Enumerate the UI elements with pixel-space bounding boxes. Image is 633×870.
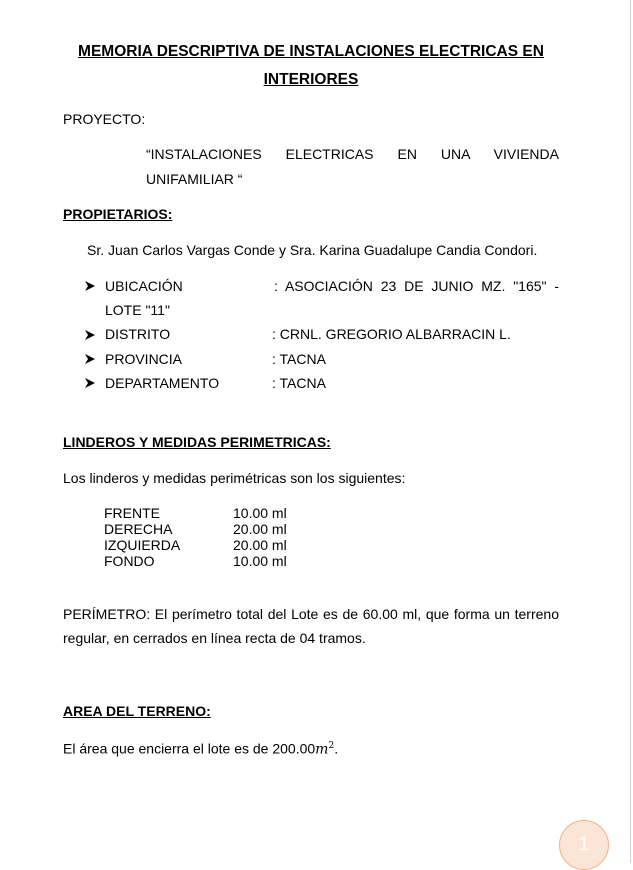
location-value-distrito: : CRNL. GREGORIO ALBARRACIN L. xyxy=(272,326,511,342)
boundary-side: DERECHA xyxy=(104,521,173,537)
boundary-measure: 10.00 ml xyxy=(233,505,287,521)
owners-heading: PROPIETARIOS: xyxy=(63,206,173,222)
location-label-departamento: DEPARTAMENTO xyxy=(105,375,220,391)
page-number-badge: 1 xyxy=(559,820,609,870)
location-value-ubicacion: : ASOCIACIÓN 23 DE JUNIO MZ. "165" - xyxy=(274,278,559,294)
boundary-measure: 10.00 ml xyxy=(233,553,287,569)
project-label: PROYECTO: xyxy=(63,111,146,127)
perimeter-line1: PERÍMETRO: El perímetro total del Lote es de 60.00 ml, que forma un terreno xyxy=(63,606,559,622)
area-text-prefix: El área que encierra el lote es de 200.00 xyxy=(63,740,316,757)
area-text-suffix: . xyxy=(334,740,339,757)
boundaries-heading: LINDEROS Y MEDIDAS PERIMETRICAS: xyxy=(63,434,331,450)
document-title-line1: MEMORIA DESCRIPTIVA DE INSTALACIONES ELECTRICAS EN xyxy=(78,43,544,60)
arrowhead-bullet-icon xyxy=(84,329,96,341)
arrowhead-bullet-icon xyxy=(84,280,96,292)
boundary-measure: 20.00 ml xyxy=(233,521,287,537)
document-title-line2: INTERIORES xyxy=(263,71,359,88)
boundaries-intro: Los linderos y medidas perimétricas son los siguientes: xyxy=(63,470,406,486)
location-label-distrito: DISTRITO xyxy=(105,326,171,342)
area-unit: m xyxy=(315,741,329,758)
area-heading: AREA DEL TERRENO: xyxy=(63,703,211,719)
boundary-side: IZQUIERDA xyxy=(104,537,181,553)
project-name-line2: UNIFAMILIAR “ xyxy=(146,171,243,187)
project-name-line1: “INSTALACIONES ELECTRICAS EN UNA VIVIENDA xyxy=(146,146,559,162)
area-exponent: 2 xyxy=(328,741,335,751)
location-label-provincia: PROVINCIA xyxy=(105,351,183,367)
perimeter-line2: regular, en cerrados en línea recta de 04 tramos. xyxy=(63,630,366,646)
location-value-provincia: : TACNA xyxy=(272,351,326,367)
location-value-ubicacion-cont: LOTE "11" xyxy=(105,302,170,318)
boundary-side: FRENTE xyxy=(104,505,160,521)
area-text xyxy=(63,737,338,759)
location-label-ubicacion: UBICACIÓN xyxy=(105,278,183,294)
boundary-side: FONDO xyxy=(104,553,155,569)
arrowhead-bullet-icon xyxy=(84,377,96,389)
location-value-departamento: : TACNA xyxy=(272,375,326,391)
arrowhead-bullet-icon xyxy=(84,353,96,365)
owners-text: Sr. Juan Carlos Vargas Conde y Sra. Karina Guadalupe Candia Condori. xyxy=(87,242,538,258)
boundary-measure: 20.00 ml xyxy=(233,537,287,553)
